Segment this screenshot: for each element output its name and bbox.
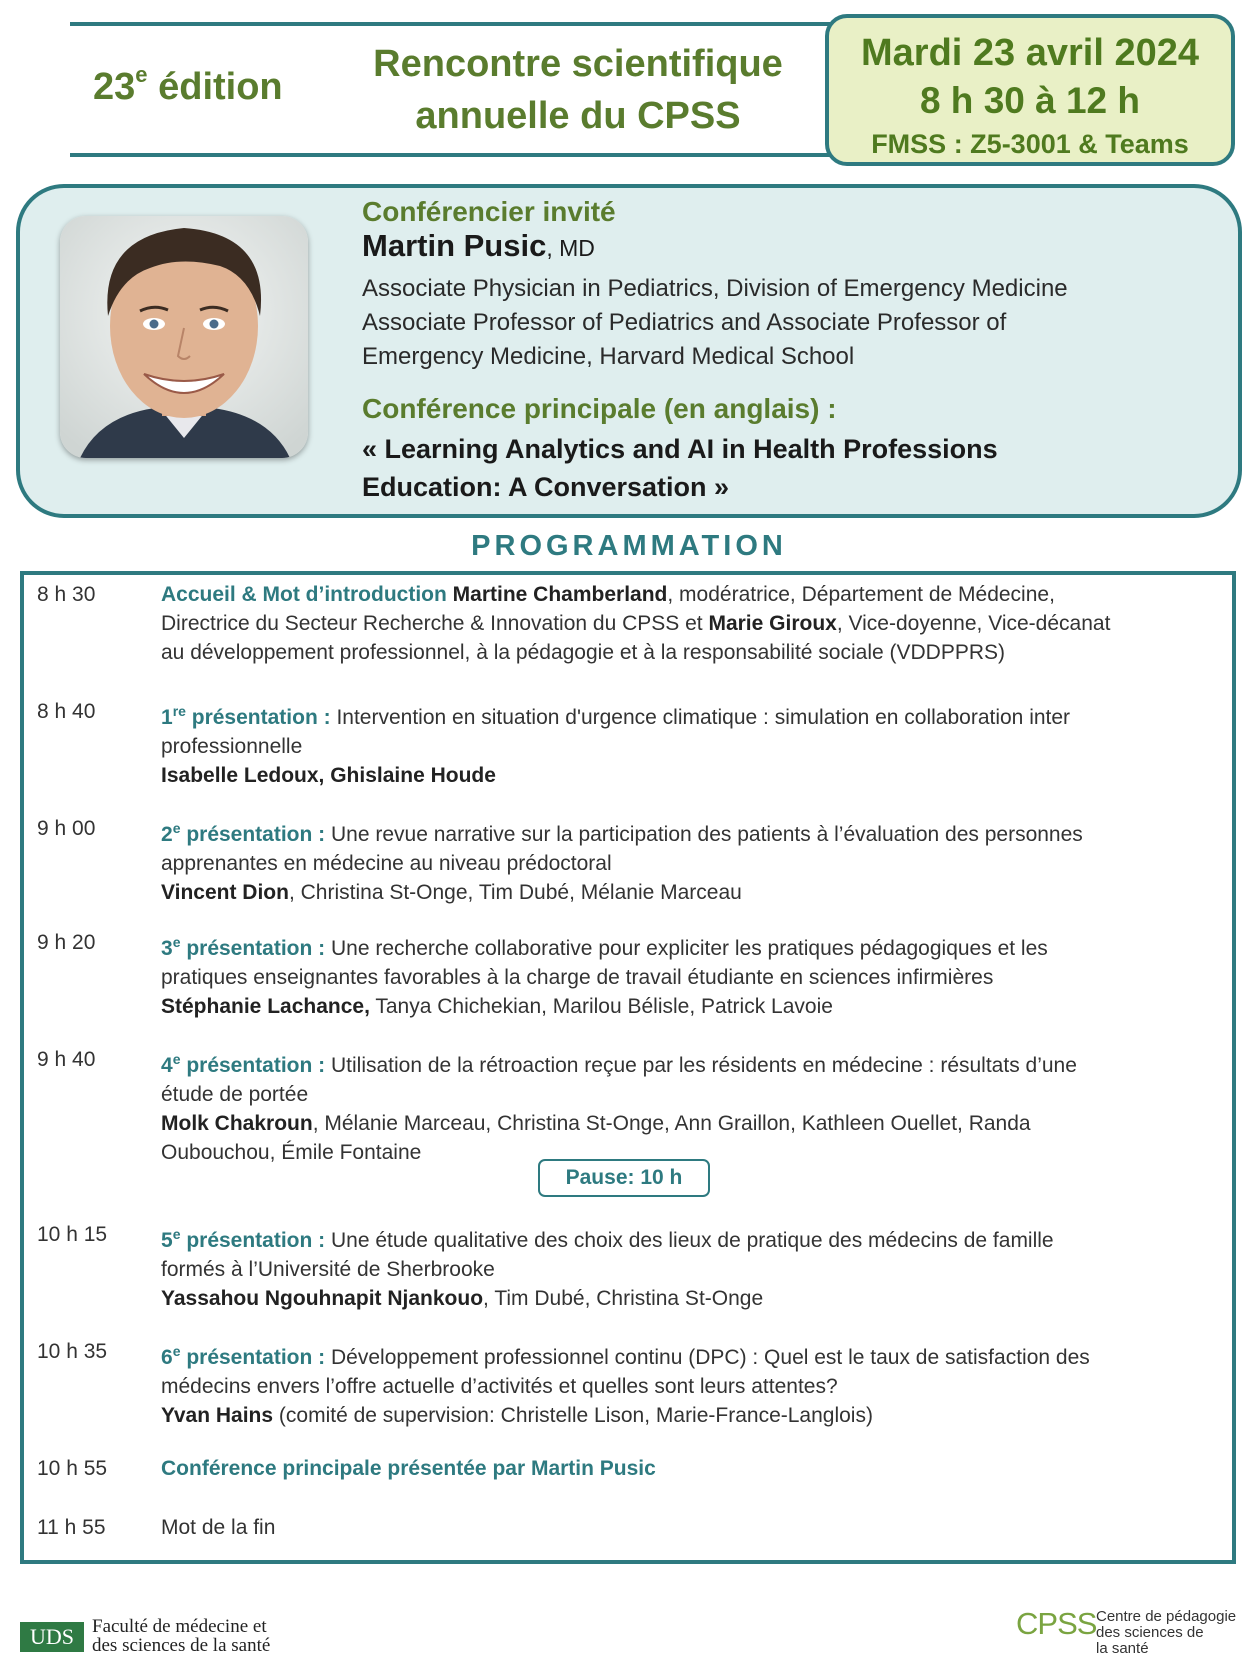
pause-badge: Pause: 10 h [538, 1159, 710, 1197]
program-description: 2e présentation : Une revue narrative sur la participation des patients à l’évaluation des personnes apprenantes en médecine au niveau prédoctoral Vincent Dion, Christina St-Onge, Tim Dubé, Mélanie Marceau [161, 820, 1083, 904]
program-time: 9 h 20 [37, 931, 96, 954]
event-title: Rencontre scientifique annuelle du CPSS [373, 43, 783, 137]
program-description: 4e présentation : Utilisation de la rétroaction reçue par les résidents en médecine : résultats d’une étude de portée Molk Chakroun, Mélanie Marceau, Christina St-Onge, Ann Graillon, Kathleen Ouellet, Randa Oubouchou, Émile Fontaine [161, 1051, 1077, 1164]
program-time: 8 h 40 [37, 700, 96, 723]
program-heading: PROGRAMMATION [471, 530, 787, 562]
program-description: 3e présentation : Une recherche collaborative pour expliciter les pratiques pédagogiques et les pratiques enseignantes favorables à la charge de travail étudiante en sciences infirmières Stéphanie Lachance, Tanya Chichekian, Marilou Bélisle, Patrick Lavoie [161, 934, 1048, 1018]
program-description: Conférence principale présentée par Martin Pusic [161, 1457, 656, 1480]
program-time: 9 h 00 [37, 817, 96, 840]
cpss-logo: CPSS [1016, 1606, 1097, 1641]
speaker-name: Martin Pusic, MD [362, 228, 595, 263]
event-date: Mardi 23 avril 2024 [861, 32, 1199, 74]
speaker-photo [60, 216, 308, 458]
program-time: 8 h 30 [37, 583, 96, 606]
program-description: Mot de la fin [161, 1516, 276, 1539]
main-conference-title: « Learning Analytics and AI in Health Professions Education: A Conversation » [362, 434, 998, 502]
program-time: 11 h 55 [37, 1516, 106, 1539]
program-description: 5e présentation : Une étude qualitative des choix des lieux de pratique des médecins de famille formés à l’Université de Sherbrooke Yassahou Ngouhnapit Njankouo, Tim Dubé, Christina St-Onge [161, 1226, 1054, 1310]
uds-logo: UDS [20, 1622, 84, 1652]
main-conference-label: Conférence principale (en anglais) : [362, 393, 837, 424]
date-box [825, 14, 1235, 166]
speaker-affiliation: Associate Physician in Pediatrics, Division of Emergency Medicine Associate Professor of Pediatrics and Associate Professor of Emergency Medicine, Harvard Medical School [362, 275, 1068, 370]
header-bottom-rule [70, 153, 840, 157]
edition-label: 23e édition [93, 62, 283, 108]
cpss-name: Centre de pédagogie des sciences de la santé [1096, 1608, 1237, 1657]
program-description: Accueil & Mot d’introduction Martine Chamberland, modératrice, Département de Médecine, Directrice du Secteur Recherche & Innovation du CPSS et Marie Giroux, Vice-doyenne, Vice-décanat au développement professionnel, à la pédagogie et à la responsabilité sociale (VDDPPRS) [161, 583, 1111, 664]
program-description: 6e présentation : Développement professionnel continu (DPC) : Quel est le taux de satisfaction des médecins envers l’offre actuelle d’activités et quelles sont leurs attentes? Yvan Hains (comité de supervision: Christelle Lison, Marie-France-Langlois) [161, 1343, 1090, 1427]
uds-faculty-name: Faculté de médecine et des sciences de la santé [92, 1616, 271, 1656]
event-location: FMSS : Z5-3001 & Teams [871, 129, 1189, 159]
program-time: 10 h 55 [37, 1457, 108, 1480]
program-description: 1re présentation : Intervention en situation d'urgence climatique : simulation en collaboration inter professionnelle Isabelle Ledoux, Ghislaine Houde [161, 703, 1071, 787]
program-time: 9 h 40 [37, 1048, 96, 1071]
guest-speaker-label: Conférencier invité [362, 196, 616, 227]
event-time: 8 h 30 à 12 h [919, 80, 1141, 121]
header-top-rule [70, 22, 840, 26]
program-time: 10 h 35 [37, 1340, 108, 1363]
program-time: 10 h 15 [37, 1223, 108, 1246]
